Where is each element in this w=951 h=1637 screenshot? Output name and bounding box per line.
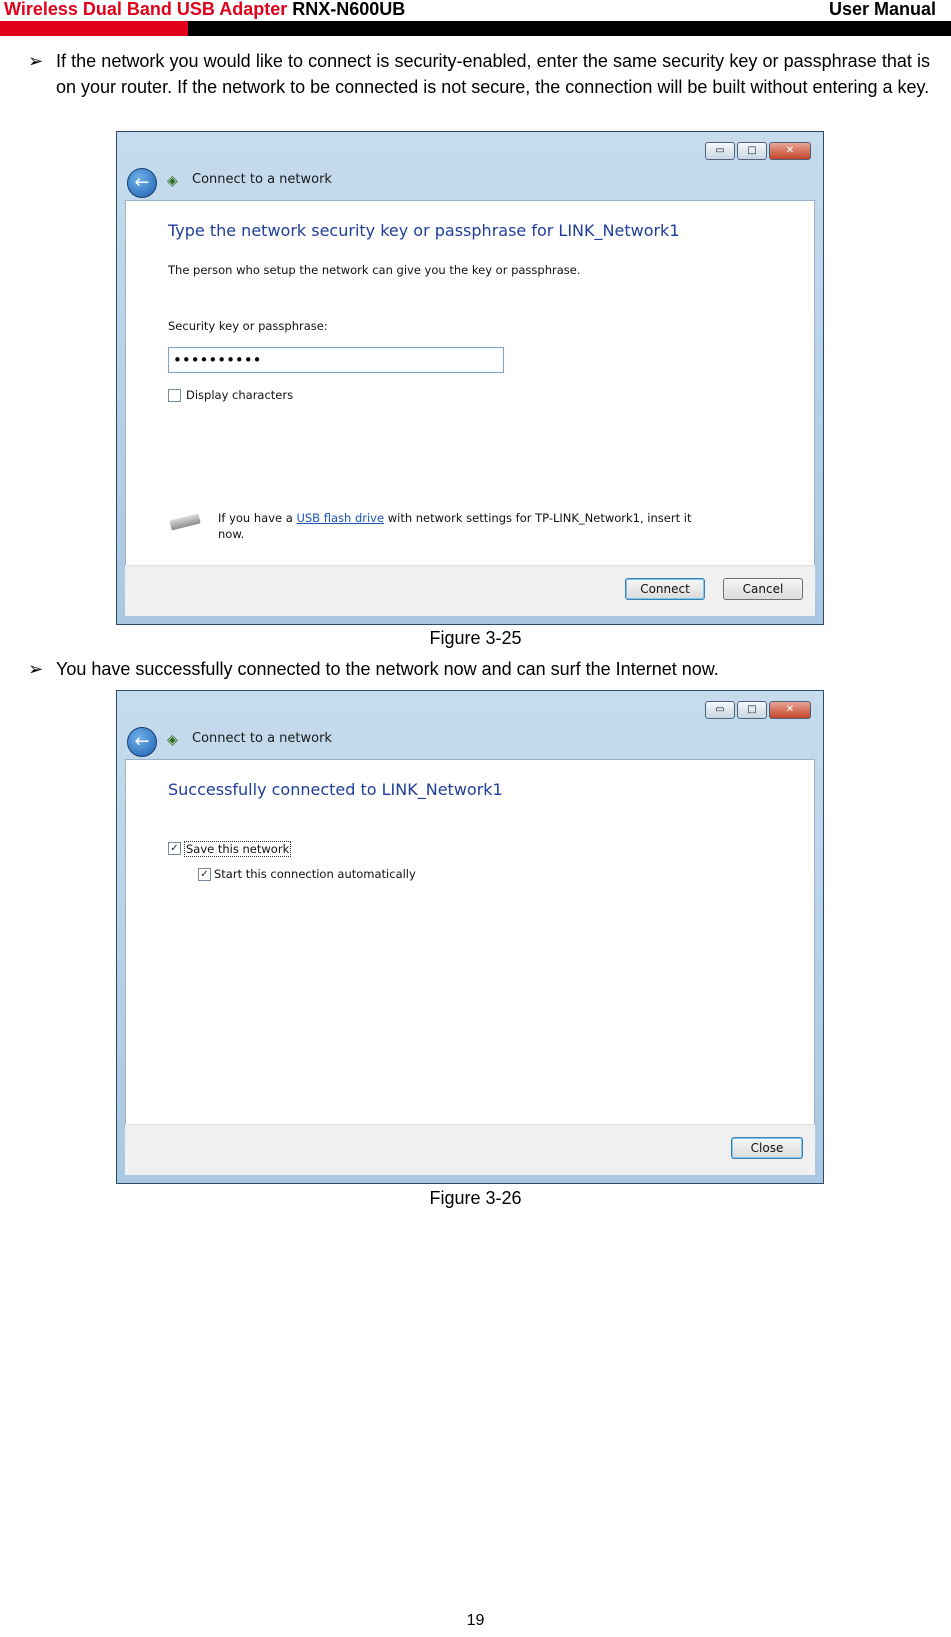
dialog-title: Connect to a network xyxy=(192,731,332,746)
maximize-button[interactable]: □ xyxy=(737,701,767,719)
minimize-button[interactable]: ▭ xyxy=(705,142,735,160)
security-key-input[interactable]: •••••••••• xyxy=(168,347,504,373)
connect-button[interactable]: Connect xyxy=(625,578,705,600)
save-network-checkbox[interactable]: ✓ xyxy=(168,842,181,855)
usb-drive-icon xyxy=(169,514,201,531)
close-window-button[interactable]: ✕ xyxy=(769,701,811,719)
figure-caption-3-26: Figure 3-26 xyxy=(429,1188,522,1208)
paragraph-security-key: If the network you would like to connect is security-enabled, enter the same security key or passphrase that is on your router. If the network to be connected is not secure, the connection will be built without entering a key. xyxy=(56,51,930,97)
dialog-title: Connect to a network xyxy=(192,172,332,187)
cancel-button[interactable]: Cancel xyxy=(723,578,803,600)
connect-network-dialog-success xyxy=(116,690,824,1184)
header-doc-type: User Manual xyxy=(828,0,936,19)
start-automatically-label: Start this connection automatically xyxy=(214,867,416,881)
bullet-arrow-icon: ➢ xyxy=(28,659,44,679)
maximize-button[interactable]: □ xyxy=(737,142,767,160)
save-network-label: Save this network xyxy=(186,842,290,856)
dialog-content xyxy=(125,200,815,566)
dialog-footer xyxy=(125,565,815,616)
minimize-button[interactable]: ▭ xyxy=(705,701,735,719)
dialog-heading: Successfully connected to LINK_Network1 xyxy=(168,780,503,799)
security-key-label: Security key or passphrase: xyxy=(168,319,328,333)
header-rule xyxy=(0,21,951,36)
display-characters-label: Display characters xyxy=(186,388,294,402)
back-arrow-icon[interactable]: ← xyxy=(127,727,157,757)
back-arrow-icon[interactable]: ← xyxy=(127,168,157,198)
bullet-arrow-icon: ➢ xyxy=(28,51,44,71)
usb-hint-line1 xyxy=(218,511,691,525)
window-controls xyxy=(705,701,811,719)
dialog-titlebar xyxy=(117,132,823,194)
network-icon: ◈ xyxy=(167,173,178,189)
close-window-button[interactable]: ✕ xyxy=(769,142,811,160)
window-controls xyxy=(705,142,811,160)
dialog-subtext: The person who setup the network can give you the key or passphrase. xyxy=(168,263,581,277)
header-product-name: Wireless Dual Band USB Adapter xyxy=(4,0,288,19)
page-number: 19 xyxy=(466,1612,485,1629)
display-characters-checkbox[interactable] xyxy=(168,389,181,402)
usb-hint-suffix: with network settings for TP-LINK_Network1, insert it xyxy=(384,511,692,525)
dialog-titlebar xyxy=(117,691,823,753)
close-button[interactable]: Close xyxy=(731,1137,803,1159)
dialog-content xyxy=(125,759,815,1125)
header-model: RNX-N600UB xyxy=(292,0,406,19)
header-product xyxy=(4,0,405,19)
figure-caption-3-25: Figure 3-25 xyxy=(429,628,522,648)
header-rule-accent xyxy=(0,21,188,36)
usb-flash-drive-link[interactable]: USB flash drive xyxy=(296,511,385,525)
paragraph-connected: You have successfully connected to the network now and can surf the Internet now. xyxy=(56,659,719,679)
usb-hint-line2: now. xyxy=(218,527,245,541)
network-icon: ◈ xyxy=(167,732,178,748)
dialog-footer xyxy=(125,1124,815,1175)
usb-hint-prefix: If you have a xyxy=(218,511,297,525)
start-automatically-checkbox[interactable]: ✓ xyxy=(198,868,211,881)
connect-network-dialog-key xyxy=(116,131,824,625)
dialog-heading: Type the network security key or passphrase for LINK_Network1 xyxy=(168,221,680,240)
page-header xyxy=(0,0,936,20)
